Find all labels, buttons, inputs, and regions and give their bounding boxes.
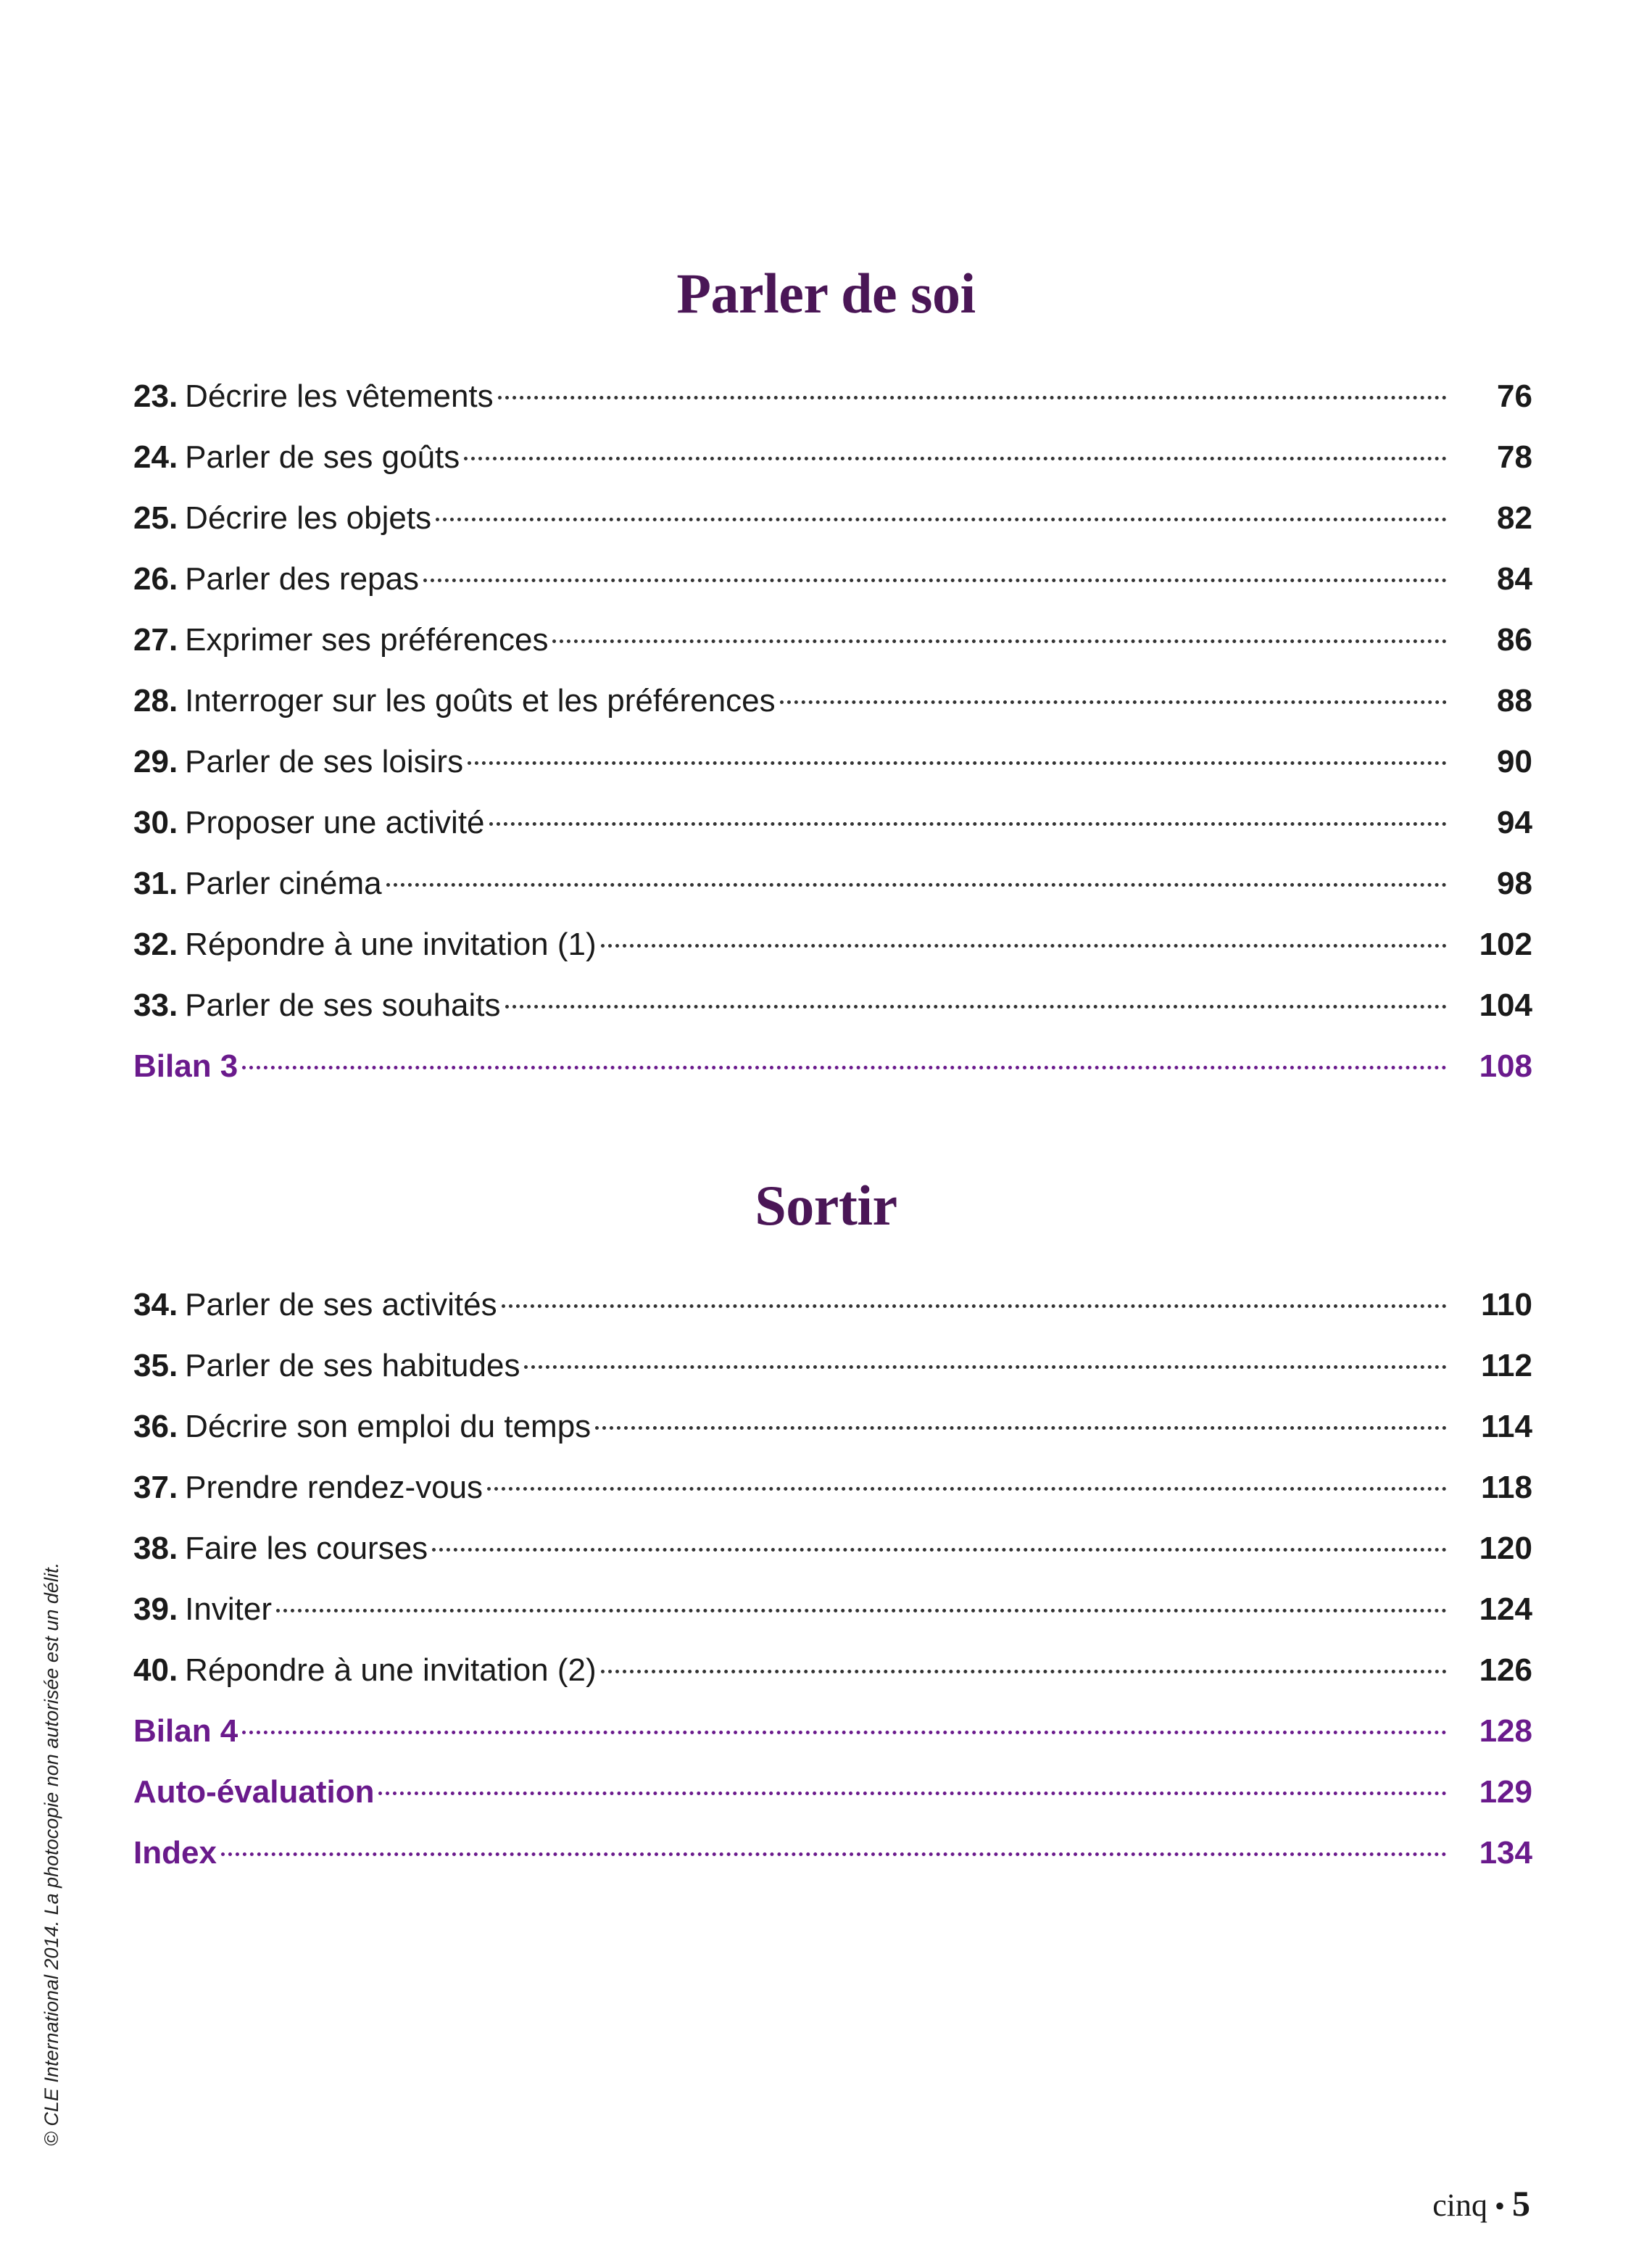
toc-entry-label: Parler de ses activités bbox=[185, 1287, 497, 1322]
toc-entry-label: Décrire son emploi du temps bbox=[185, 1409, 592, 1444]
toc-entry-page: 110 bbox=[1481, 1287, 1532, 1322]
toc-entry-page: 108 bbox=[1479, 1048, 1532, 1084]
toc-entry-page: 128 bbox=[1479, 1713, 1532, 1749]
toc-entry[interactable] bbox=[133, 549, 1532, 610]
toc-entry-number: 26. bbox=[133, 561, 178, 597]
toc-entry-page: 126 bbox=[1479, 1652, 1532, 1688]
toc-entry[interactable] bbox=[133, 732, 1532, 792]
toc-entry-page: 90 bbox=[1497, 744, 1532, 779]
toc-entry-label: Interroger sur les goûts et les préférences bbox=[185, 683, 776, 718]
toc-entry-page: 94 bbox=[1497, 805, 1532, 840]
toc-entry-label: Parler des repas bbox=[185, 561, 419, 597]
toc-entry-number: 25. bbox=[133, 500, 178, 536]
toc-entry-page: 112 bbox=[1481, 1348, 1532, 1383]
toc-entry-page: 102 bbox=[1479, 927, 1532, 962]
toc-entry[interactable] bbox=[133, 792, 1532, 853]
toc-entry[interactable] bbox=[133, 914, 1532, 975]
toc-entry[interactable] bbox=[133, 1275, 1532, 1335]
toc-entry-number: 34. bbox=[133, 1287, 178, 1322]
toc-entry-number: 30. bbox=[133, 805, 178, 840]
toc-entry-number: 29. bbox=[133, 744, 178, 779]
dot-leader bbox=[498, 396, 1447, 399]
toc-entry-label: Répondre à une invitation (2) bbox=[185, 1652, 597, 1688]
toc-entry-page: 134 bbox=[1479, 1835, 1532, 1871]
toc-entry-label: Auto-évaluation bbox=[133, 1774, 375, 1810]
toc-entry-label: Parler de ses habitudes bbox=[185, 1348, 520, 1383]
toc-entry[interactable] bbox=[133, 1762, 1532, 1823]
toc-entry[interactable] bbox=[133, 1518, 1532, 1579]
toc-entry-label: Prendre rendez-vous bbox=[185, 1470, 483, 1505]
toc-entry[interactable] bbox=[133, 1335, 1532, 1396]
toc-entry-label: Décrire les objets bbox=[185, 500, 432, 536]
toc-entry-number: 36. bbox=[133, 1409, 178, 1444]
footer-bullet: • bbox=[1494, 2190, 1505, 2222]
dot-leader bbox=[505, 1005, 1447, 1009]
dot-leader bbox=[378, 1792, 1447, 1795]
toc-entry-label: Parler cinéma bbox=[185, 866, 382, 901]
copyright-notice: © CLE International 2014. La photocopie non autorisée est un délit. bbox=[41, 1562, 62, 2146]
toc-entry[interactable] bbox=[133, 1396, 1532, 1457]
toc-entry[interactable] bbox=[133, 1579, 1532, 1640]
page-number: 5 bbox=[1512, 2183, 1530, 2224]
toc-entry-label: Bilan 4 bbox=[133, 1713, 238, 1749]
toc-entry-page: 88 bbox=[1497, 683, 1532, 718]
dot-leader bbox=[601, 1670, 1447, 1673]
toc-entry-page: 84 bbox=[1497, 561, 1532, 597]
toc-entry-number: 35. bbox=[133, 1348, 178, 1383]
toc-entry-page: 86 bbox=[1497, 622, 1532, 658]
dot-leader bbox=[423, 579, 1447, 582]
toc-entry-label: Proposer une activité bbox=[185, 805, 485, 840]
toc-entry-label: Répondre à une invitation (1) bbox=[185, 927, 597, 962]
dot-leader bbox=[601, 944, 1447, 948]
section-title-sortir: Sortir bbox=[755, 1174, 897, 1237]
toc-entry[interactable] bbox=[133, 853, 1532, 914]
toc-entry[interactable] bbox=[133, 610, 1532, 671]
toc-entry-page: 120 bbox=[1479, 1531, 1532, 1566]
toc-entry-label: Parler de ses loisirs bbox=[185, 744, 464, 779]
dot-leader bbox=[502, 1304, 1447, 1308]
toc-entry-number: 32. bbox=[133, 927, 178, 962]
toc-entry-page: 124 bbox=[1479, 1591, 1532, 1627]
dot-leader bbox=[386, 883, 1447, 887]
section-title-parler-de-soi: Parler de soi bbox=[676, 262, 976, 325]
dot-leader bbox=[468, 761, 1447, 765]
toc-entry[interactable] bbox=[133, 975, 1532, 1036]
dot-leader bbox=[436, 518, 1447, 521]
toc-entry-page: 104 bbox=[1479, 987, 1532, 1023]
toc-entry-page: 129 bbox=[1479, 1774, 1532, 1810]
toc-entry-label: Décrire les vêtements bbox=[185, 378, 494, 414]
toc-entry-label: Faire les courses bbox=[185, 1531, 428, 1566]
toc-entry[interactable] bbox=[133, 427, 1532, 488]
toc-entry-number: 40. bbox=[133, 1652, 178, 1688]
toc-entry-label: Index bbox=[133, 1835, 217, 1871]
toc-entry[interactable] bbox=[133, 1701, 1532, 1762]
toc-entry-number: 27. bbox=[133, 622, 178, 658]
dot-leader bbox=[489, 822, 1447, 826]
toc-entry[interactable] bbox=[133, 1457, 1532, 1518]
dot-leader bbox=[242, 1066, 1447, 1069]
page-footer bbox=[1432, 2182, 1530, 2224]
dot-leader bbox=[464, 457, 1447, 460]
toc-entry-page: 98 bbox=[1497, 866, 1532, 901]
toc-entry-label: Bilan 3 bbox=[133, 1048, 238, 1084]
toc-entry-page: 118 bbox=[1481, 1470, 1532, 1505]
toc-entry-number: 24. bbox=[133, 439, 178, 475]
dot-leader bbox=[780, 700, 1447, 704]
dot-leader bbox=[276, 1609, 1447, 1612]
dot-leader bbox=[221, 1852, 1447, 1856]
toc-entry-number: 39. bbox=[133, 1591, 178, 1627]
toc-entry-page: 82 bbox=[1497, 500, 1532, 536]
toc-entry-number: 38. bbox=[133, 1531, 178, 1566]
toc-entry[interactable] bbox=[133, 488, 1532, 549]
toc-entry-number: 37. bbox=[133, 1470, 178, 1505]
toc-entry[interactable] bbox=[133, 366, 1532, 427]
toc-entry-label: Parler de ses souhaits bbox=[185, 987, 501, 1023]
dot-leader bbox=[552, 639, 1447, 643]
toc-list-sortir bbox=[133, 1275, 1532, 1884]
toc-entry[interactable] bbox=[133, 671, 1532, 732]
dot-leader bbox=[242, 1731, 1447, 1734]
toc-entry-number: 23. bbox=[133, 378, 178, 414]
toc-entry[interactable] bbox=[133, 1823, 1532, 1884]
toc-entry-number: 28. bbox=[133, 683, 178, 718]
toc-entry-page: 114 bbox=[1481, 1409, 1532, 1444]
toc-entry-number: 33. bbox=[133, 987, 178, 1023]
toc-entry[interactable] bbox=[133, 1640, 1532, 1701]
toc-entry-page: 78 bbox=[1497, 439, 1532, 475]
dot-leader bbox=[524, 1365, 1447, 1369]
toc-entry-label: Parler de ses goûts bbox=[185, 439, 460, 475]
dot-leader bbox=[595, 1426, 1447, 1430]
toc-entry-label: Exprimer ses préférences bbox=[185, 622, 549, 658]
toc-list-parler-de-soi bbox=[133, 366, 1532, 1097]
toc-entry-number: 31. bbox=[133, 866, 178, 901]
toc-entry-label: Inviter bbox=[185, 1591, 272, 1627]
dot-leader bbox=[432, 1548, 1447, 1552]
page-number-word: cinq bbox=[1432, 2187, 1487, 2223]
toc-entry[interactable] bbox=[133, 1036, 1532, 1097]
toc-entry-page: 76 bbox=[1497, 378, 1532, 414]
dot-leader bbox=[487, 1487, 1447, 1491]
